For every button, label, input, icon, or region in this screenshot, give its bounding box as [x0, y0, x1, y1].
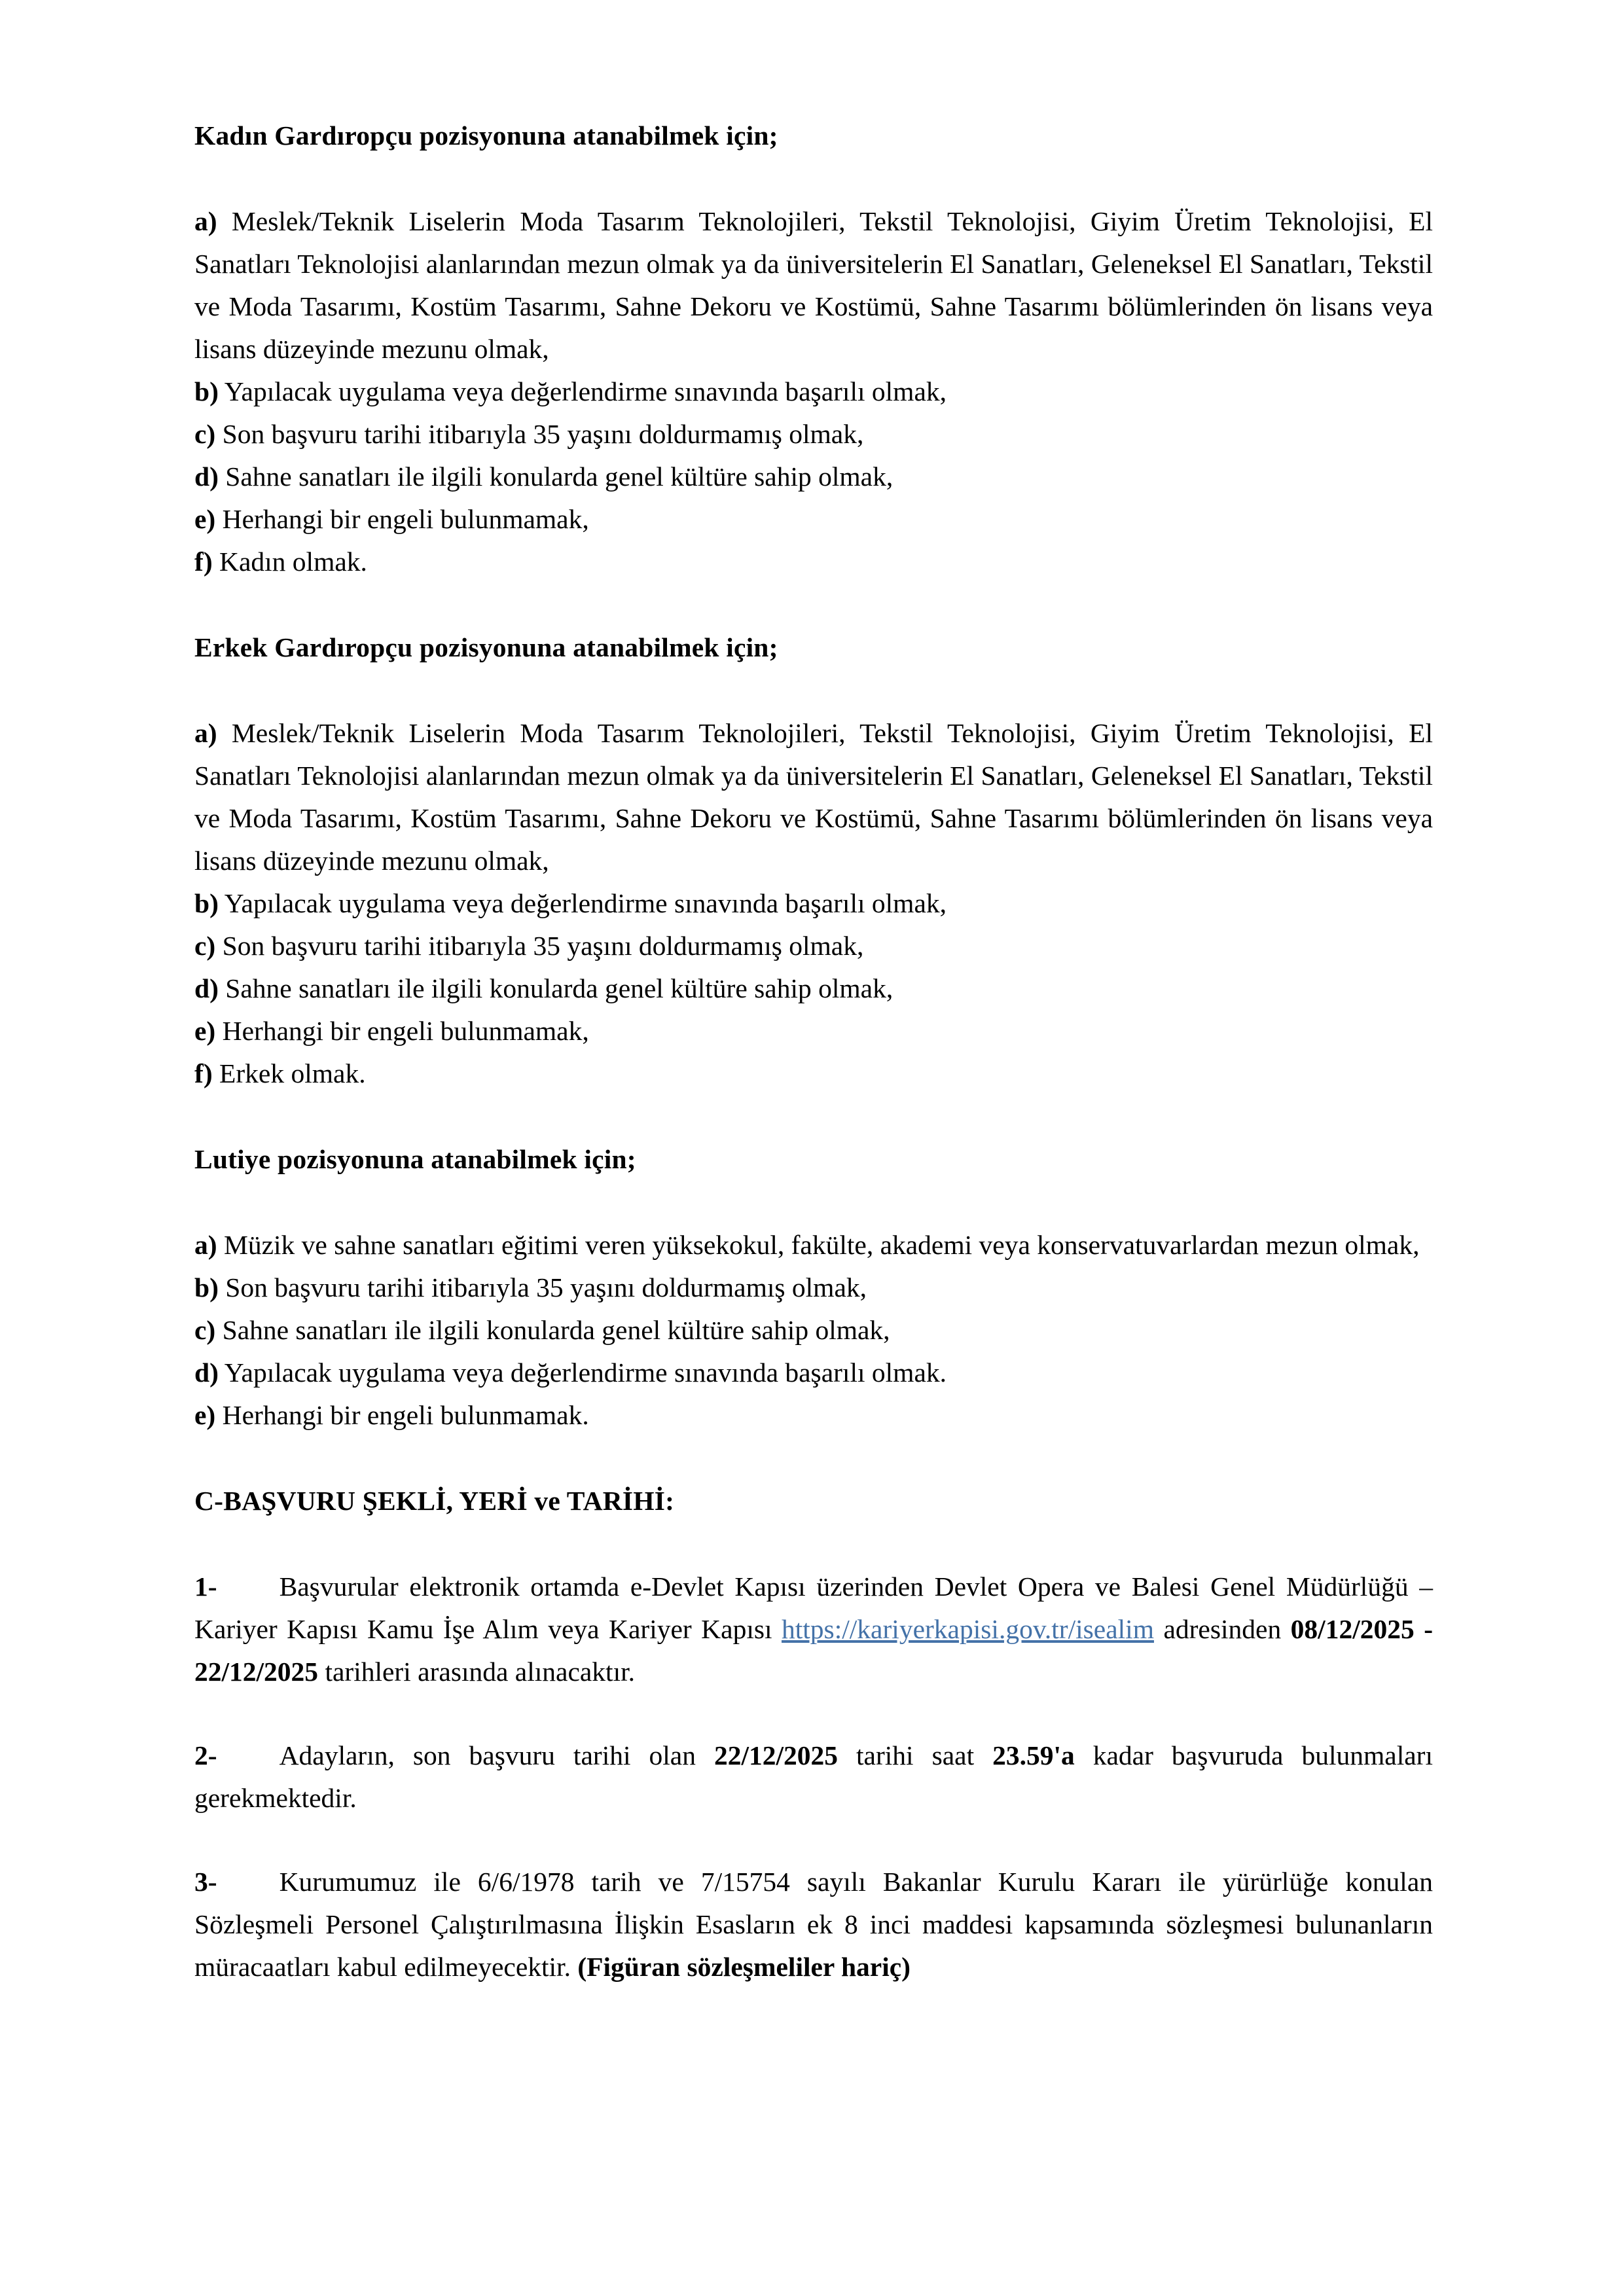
- item-3-text-1: Kurumumuz ile 6/6/1978 tarih ve 7/15754 sayılı Bakanlar Kurulu Kararı ile yürürlüğe konulan Sözleşmeli Personel Çalıştırılmasına İlişkin Esasların ek 8 inci maddesi kapsamında sözleşmesi bulunanların müracaatları kabul edilmeyecektir.: [194, 1867, 1433, 1982]
- list-item-kadin-e: [194, 498, 1433, 541]
- list-item-text: Yapılacak uygulama veya değerlendirme sınavında başarılı olmak.: [218, 1357, 947, 1388]
- item-marker-3: 3-: [194, 1867, 217, 1897]
- list-item-kadin-a: [194, 200, 1433, 370]
- list-item-text: Son başvuru tarihi itibarıyla 35 yaşını doldurmamış olmak,: [218, 1272, 867, 1302]
- list-marker: f): [194, 547, 213, 577]
- list-item-text: Herhangi bir engeli bulunmamak,: [215, 504, 589, 534]
- list-item-text: Meslek/Teknik Liselerin Moda Tasarım Teknolojileri, Tekstil Teknolojisi, Giyim Üretim Teknolojisi, El Sanatları Teknolojisi alanlarından mezun olmak ya da üniversitelerin El Sanatları, Geleneksel El Sanatları, Tekstil ve Moda Tasarımı, Kostüm Tasarımı, Sahne Dekoru ve Kostümü, Sahne Tasarımı bölümlerinden ön lisans veya lisans düzeyinde mezunu olmak,: [194, 718, 1433, 876]
- item-1-text-tail: tarihleri arasında alınacaktır.: [318, 1657, 635, 1687]
- list-marker: b): [194, 376, 219, 406]
- list-marker: f): [194, 1058, 213, 1088]
- section-heading-kadin-gardiropcu: Kadın Gardıropçu pozisyonuna atanabilmek için;: [194, 120, 778, 151]
- item-1-text-before-link: Başvurular elektronik ortamda e-Devlet Kapısı üzerinden Devlet Opera ve Balesi Genel Müdürlüğü – Kariyer Kapısı Kamu İşe Alım veya Kariyer Kapısı: [194, 1571, 1433, 1644]
- figuran-note: (Figüran sözleşmeliler hariç): [577, 1952, 911, 1982]
- list-marker: e): [194, 1016, 216, 1046]
- item-1-text-after-link: adresinden: [1153, 1614, 1291, 1644]
- spacer: [194, 1437, 1433, 1480]
- section-heading-basvuru: C-BAŞVURU ŞEKLİ, YERİ ve TARİHİ:: [194, 1486, 675, 1516]
- list-item-lutiye-e: [194, 1394, 1433, 1437]
- item-2-text-2: tarihi saat: [838, 1740, 993, 1770]
- list-item-text: Sahne sanatları ile ilgili konularda genel kültüre sahip olmak,: [218, 973, 893, 1003]
- list-item-text: Yapılacak uygulama veya değerlendirme sınavında başarılı olmak,: [218, 376, 947, 406]
- list-marker: c): [194, 931, 216, 961]
- list-marker: e): [194, 504, 216, 534]
- list-marker: d): [194, 973, 219, 1003]
- list-item-text: Meslek/Teknik Liselerin Moda Tasarım Teknolojileri, Tekstil Teknolojisi, Giyim Üretim Teknolojisi, El Sanatları Teknolojisi alanlarından mezun olmak ya da üniversitelerin El Sanatları, Geleneksel El Sanatları, Tekstil ve Moda Tasarımı, Kostüm Tasarımı, Sahne Dekoru ve Kostümü, Sahne Tasarımı bölümlerinden ön lisans veya lisans düzeyinde mezunu olmak,: [194, 206, 1433, 364]
- list-marker: d): [194, 461, 219, 492]
- list-item-text: Sahne sanatları ile ilgili konularda genel kültüre sahip olmak,: [218, 461, 893, 492]
- application-item-1: [194, 1566, 1433, 1693]
- list-item-lutiye-a: [194, 1224, 1433, 1266]
- section-heading-erkek-gardiropcu: Erkek Gardıropçu pozisyonuna atanabilmek için;: [194, 632, 778, 662]
- list-item-erkek-b: [194, 882, 1433, 925]
- deadline-date: 22/12/2025: [713, 1740, 839, 1770]
- item-2-text-1: Adayların, son başvuru tarihi olan: [279, 1740, 714, 1770]
- spacer: [194, 1693, 1433, 1734]
- list-item-text: Müzik ve sahne sanatları eğitimi veren yüksekokul, fakülte, akademi veya konservatuvarlardan mezun olmak,: [217, 1230, 1420, 1260]
- section-heading-lutiye: Lutiye pozisyonuna atanabilmek için;: [194, 1144, 636, 1174]
- list-item-erkek-f: [194, 1052, 1433, 1095]
- application-item-2: [194, 1734, 1433, 1820]
- list-item-text: Herhangi bir engeli bulunmamak,: [215, 1016, 589, 1046]
- spacer: [194, 669, 1433, 712]
- list-item-erkek-e: [194, 1010, 1433, 1052]
- spacer: [194, 1522, 1433, 1566]
- list-item-text: Herhangi bir engeli bulunmamak.: [215, 1400, 589, 1430]
- spacer: [194, 1181, 1433, 1224]
- list-item-lutiye-b: [194, 1266, 1433, 1309]
- list-marker: a): [194, 718, 217, 748]
- document-body: [194, 115, 1433, 1988]
- list-item-text: Kadın olmak.: [212, 547, 367, 577]
- list-marker: a): [194, 1230, 217, 1260]
- list-marker: c): [194, 419, 216, 449]
- list-item-text: Yapılacak uygulama veya değerlendirme sınavında başarılı olmak,: [218, 888, 947, 918]
- list-item-text: Erkek olmak.: [212, 1058, 366, 1088]
- list-item-erkek-a: [194, 712, 1433, 882]
- spacer: [194, 157, 1433, 200]
- item-marker-1: 1-: [194, 1571, 217, 1602]
- list-marker: c): [194, 1315, 216, 1345]
- list-marker: e): [194, 1400, 216, 1430]
- list-item-kadin-d: [194, 456, 1433, 498]
- kariyer-kapisi-link[interactable]: https://kariyerkapisi.gov.tr/isealim: [782, 1614, 1154, 1644]
- list-item-kadin-c: [194, 413, 1433, 456]
- list-item-text: Son başvuru tarihi itibarıyla 35 yaşını doldurmamış olmak,: [215, 931, 864, 961]
- spacer: [194, 1820, 1433, 1861]
- list-marker: b): [194, 888, 219, 918]
- application-item-3: [194, 1861, 1433, 1988]
- list-item-kadin-f: [194, 541, 1433, 583]
- list-item-lutiye-d: [194, 1352, 1433, 1394]
- item-2-text-3: kadar başvuruda bulunmaları gerekmektedir.: [194, 1740, 1434, 1813]
- list-marker: b): [194, 1272, 219, 1302]
- list-item-erkek-d: [194, 967, 1433, 1010]
- list-item-text: Sahne sanatları ile ilgili konularda genel kültüre sahip olmak,: [215, 1315, 890, 1345]
- list-item-erkek-c: [194, 925, 1433, 967]
- spacer: [194, 583, 1433, 626]
- spacer: [194, 1095, 1433, 1138]
- application-date-range: 08/12/2025 - 22/12/2025: [194, 1614, 1434, 1687]
- list-item-kadin-b: [194, 370, 1433, 413]
- item-marker-2: 2-: [194, 1740, 217, 1770]
- list-item-text: Son başvuru tarihi itibarıyla 35 yaşını doldurmamış olmak,: [215, 419, 864, 449]
- deadline-time: 23.59'a: [992, 1740, 1075, 1770]
- list-marker: d): [194, 1357, 219, 1388]
- list-marker: a): [194, 206, 217, 236]
- list-item-lutiye-c: [194, 1309, 1433, 1352]
